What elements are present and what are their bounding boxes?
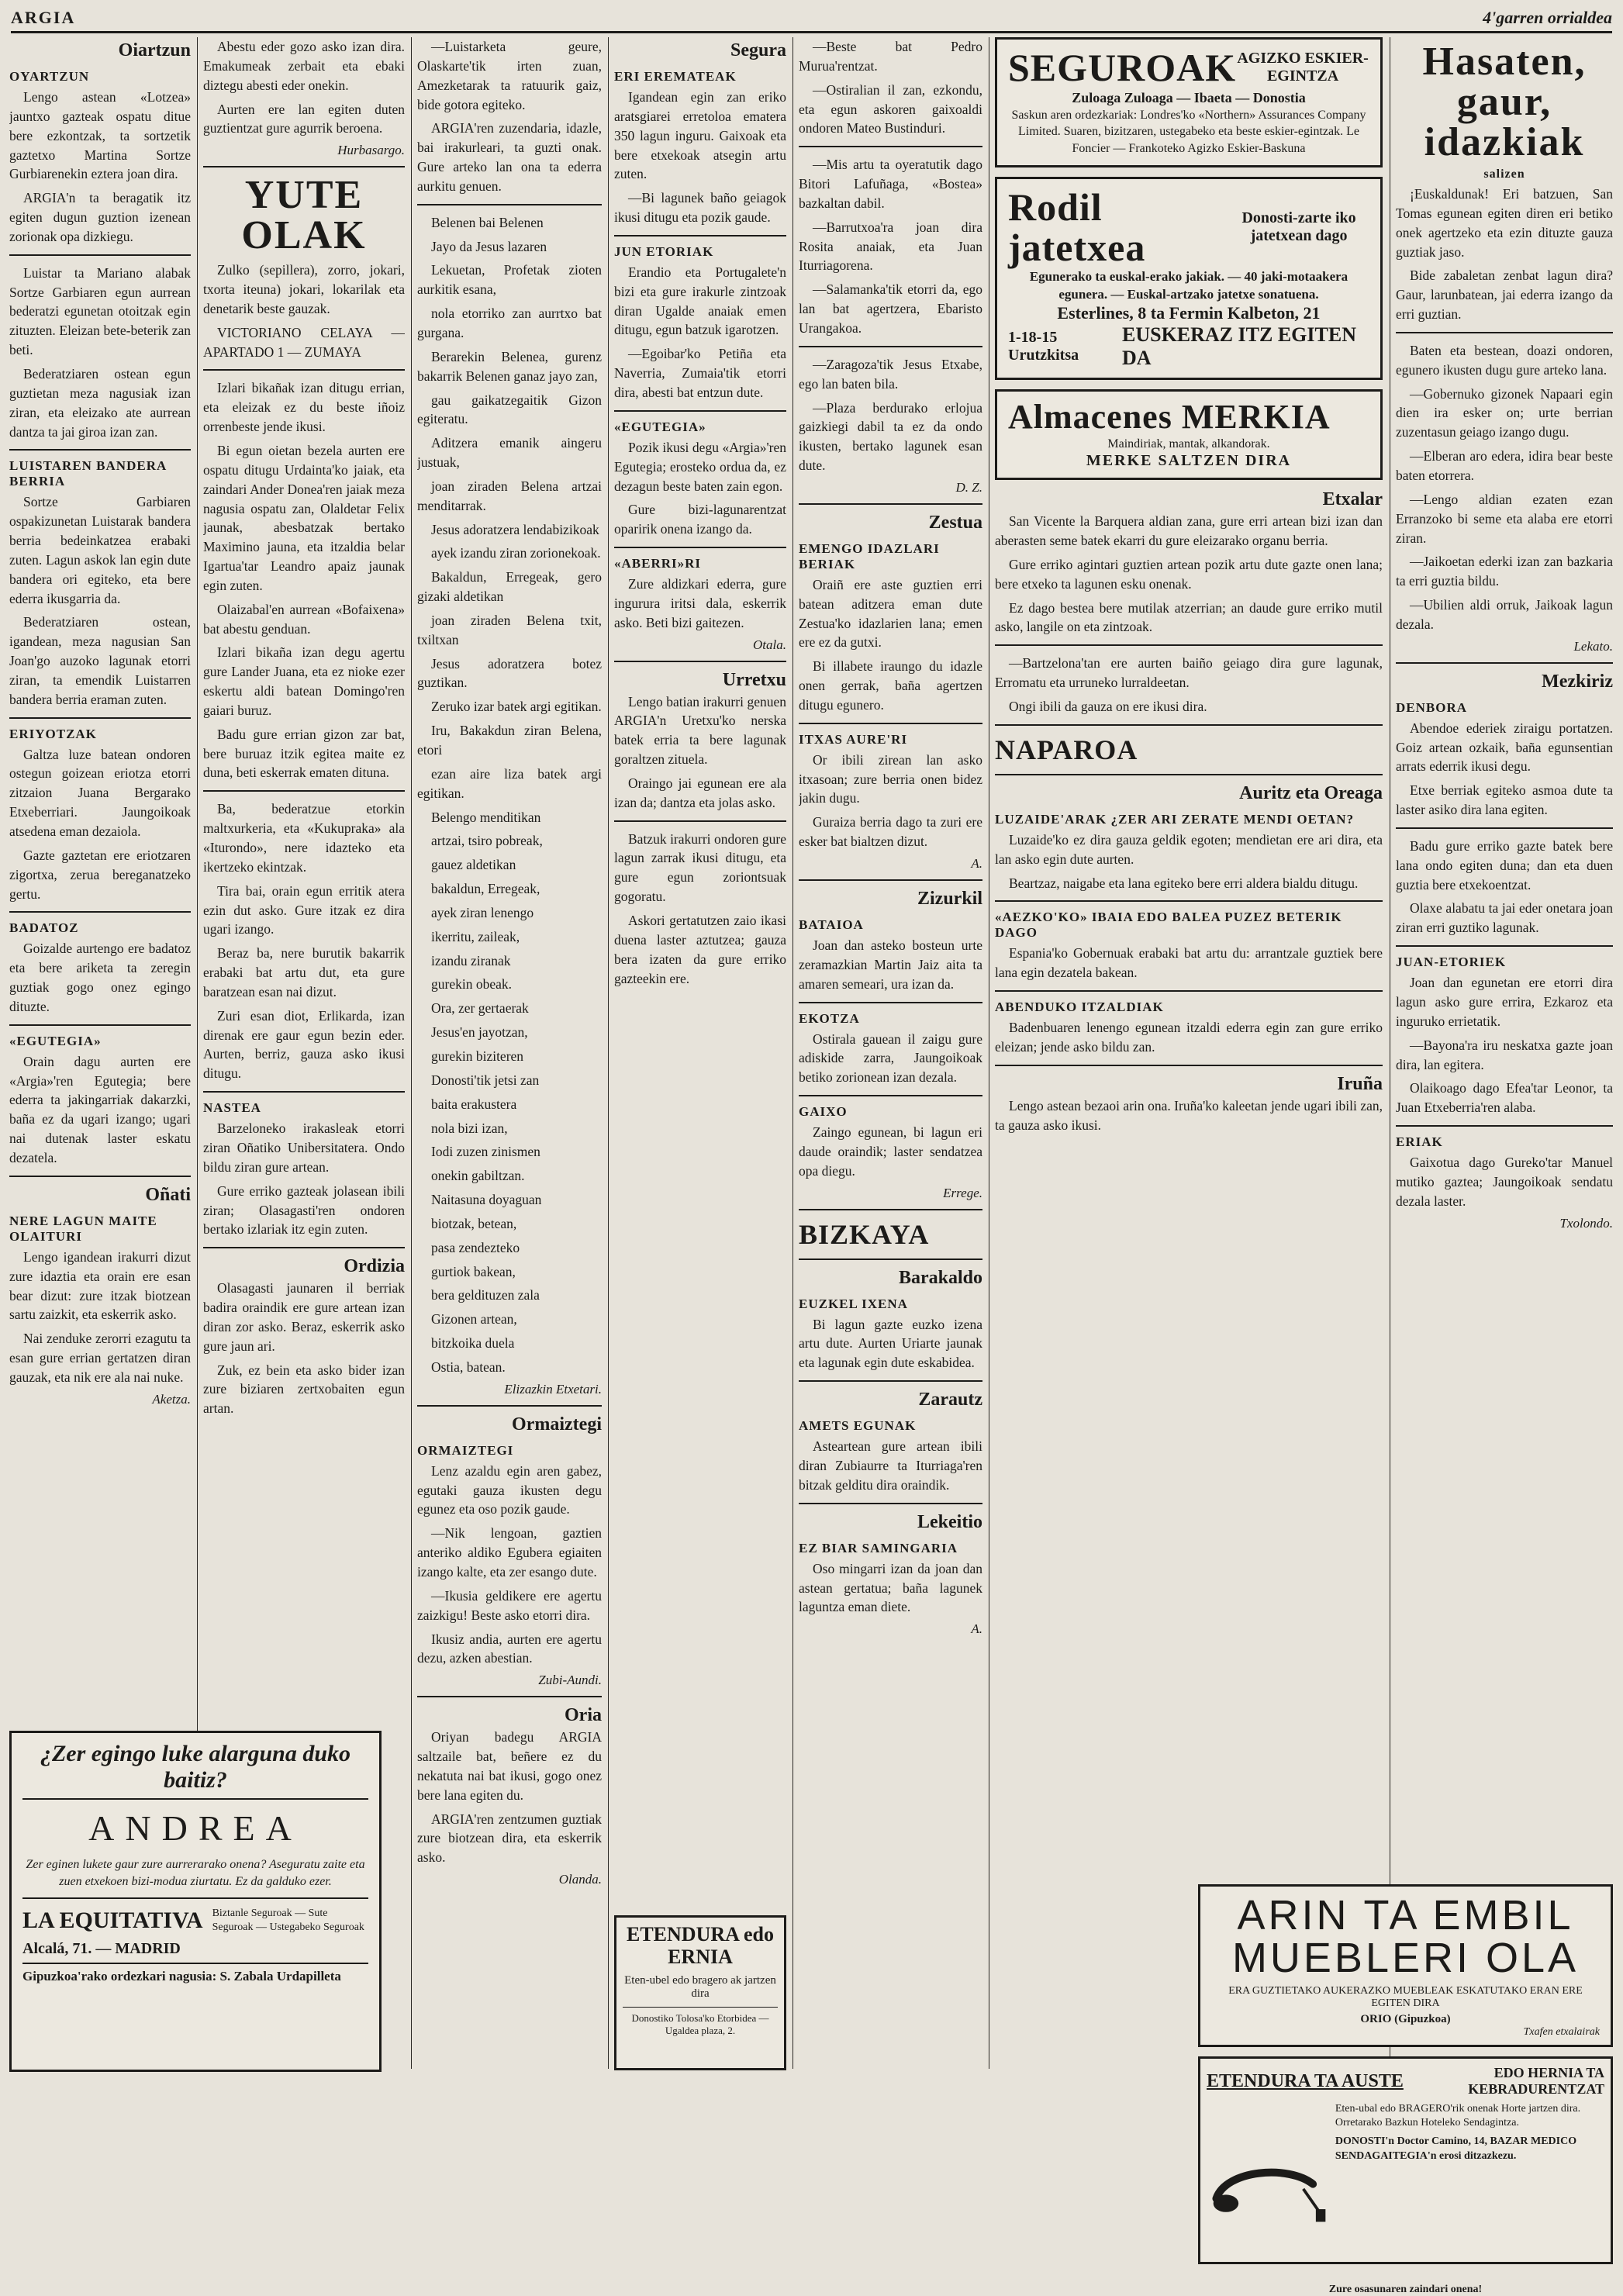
paragraph: Olaizabal'en aurrean «Bofaixena» bat abestu genduan. (203, 601, 405, 637)
etendura-city: DONOSTI'n Doctor Camino, 14, BAZAR MEDICO SENDAGAITEGIA'n erosi ditzazkezu. (1335, 2135, 1577, 2162)
paragraph: Bi egun oietan bezela aurten ere ospatu ditugu Urdainta'ko jaiak, eta zaindari Ander Donea'ren jaiak meza nagusia ospatu zan, Olaldetar Felix jaunak, abesbatzak bertako Maximino jauna, eta itzaldia belar Igartua'tar Leandro apaiz jaunak egin zuten. (203, 442, 405, 593)
section-divider (614, 235, 786, 237)
seguroak-ad (995, 37, 1383, 167)
signature: Zubi-Aundi. (538, 1673, 602, 1688)
paragraph: Badu gure erriko gazte batek bere lana ondo egiten duna; dan eta duen guztia bere etxekoentzat. (1396, 837, 1613, 893)
paragraph: Zaingo egunean, bi lagun eri daude oraindik; laster sendatzea opa diegu. (799, 1124, 982, 1179)
paragraph: VICTORIANO CELAYA — APARTADO 1 — ZUMAYA (203, 324, 405, 360)
etendura-bottom-line: Donostiko Tolosa'ko Etorbidea — Ugaldea plaza, 2. (623, 2007, 778, 2037)
ad-andrea-title: ANDREA (88, 1808, 302, 1848)
section-subhead: LUZAIDE'ARAK ¿ZER ARI ZERATE MENDI OETAN? (995, 811, 1355, 827)
paragraph: Ostirala gauean il zaigu gure adiskide zarra, Jaungoikoak betiko zorionean izan dezala. (799, 1031, 982, 1086)
signature: Aketza. (152, 1391, 191, 1407)
paragraph: Lengo batian irakurri genuen ARGIA'n Uretxu'ko nerska batek erria ta bere lagunak goraltzen zituela. (614, 693, 786, 768)
paragraph: Olaikoago dago Efea'tar Leonor, ta Juan Etxeberria'ren alaba. (1396, 1080, 1613, 1116)
section-kicker: Zestua (928, 512, 982, 533)
paragraph: Gaixotua dago Gureko'tar Manuel mutiko gaztea; Jaungoikoak sendatu dezala laster. (1396, 1155, 1613, 1209)
seguroak-title: SEGUROAK (1008, 46, 1237, 89)
paragraph: Orain dagu aurten ere «Argia»'ren Egutegia; bere ederra ta jakingarriak dakarzki, baña ez da ugari izango; ugari nai dutenak laster eskatu dezatela. (9, 1053, 191, 1165)
section-divider (799, 723, 982, 724)
paragraph: Donosti'tik jetsi zan (431, 1072, 540, 1088)
rodil-address: Esterlines, 8 ta Fermin Kalbeton, 21 (1057, 303, 1321, 323)
section-subhead: NERE LAGUN MAITE OLAITURI (9, 1213, 157, 1244)
paragraph: Nai zenduke zerorri ezagutu ta esan gure errian gertatzen diran gauzak, eta nik ere ala nai nuke. (9, 1331, 191, 1385)
paragraph: Lengo astean «Lotzea» jauntxo gazteak ospatu ditue bere ezkontzak, ta sortzetik gaztetxo Martina Sortze Gurbiarenekin eztera joan dira. (9, 89, 191, 182)
paragraph: Lengo igandean irakurri dizut zure idaztia eta orain ere esan bear dizut: zure itzak biotzean sartu zaizkit, eta eskerrik asko. (9, 1248, 191, 1323)
paragraph: —Jaikoetan ederki izan zan bazkaria ta erri guztia bildu. (1396, 554, 1613, 589)
section-divider (799, 1258, 982, 1260)
section-subhead: BATAIOA (799, 917, 864, 932)
paragraph: Askori gertatutzen zaio ikasi duena laster aztutzea; gauza bera izaten da gure erriko gazteekin ere. (614, 913, 786, 986)
paragraph: Galtza luze batean ondoren ostegun goizean eriotza etorri zitzaion Juana Bergarako Etxeberriari. Jaungoikoak atsedena eman dezaiola. (9, 746, 191, 839)
section-divider (417, 204, 602, 205)
merkia-ad (995, 389, 1383, 480)
paragraph: bakaldun, Erregeak, (431, 881, 540, 897)
section-divider (203, 369, 405, 371)
column-rule (608, 37, 609, 2069)
signature: A. (971, 856, 982, 871)
section-divider (1396, 1125, 1613, 1127)
paragraph: ayek izandu ziran zorionekoak. (431, 545, 601, 561)
section-divider (9, 1176, 191, 1177)
paragraph: joan ziraden Belena artzai menditarrak. (417, 478, 602, 513)
column-rule (411, 37, 412, 2069)
paragraph: —Ostiralian il zan, ezkondu, eta egun askoren gaixoaldi ondoren Mateo Bustinduri. (799, 81, 982, 136)
rodil-text: Egunerako ta euskal-erako jakiak. — 40 jaki-motaakera egunera. — Euskal-artzako jatetxe sonatuena. (1029, 268, 1348, 302)
section-divider (799, 346, 982, 347)
paragraph: Oriyan badegu ARGIA saltzaile bat, beñere ez du nekatuta nai bat ikusi, gogo onez bere lana egiten du. (417, 1729, 602, 1803)
paragraph: Guraiza berria dago ta zuri ere esker bat bialtzen dizut. (799, 814, 982, 850)
paragraph: Zuri esan diot, Erlikarda, izan direnak ere gaur egun bezin eder. Aurten, berriz, gauza asko ikusi ditugu. (203, 1007, 405, 1082)
signature: Txolondo. (1559, 1215, 1613, 1231)
paragraph: Naitasuna doyaguan (431, 1192, 542, 1208)
section-divider (995, 1065, 1383, 1066)
signature: D. Z. (955, 479, 982, 495)
paragraph: Badenbuaren lenengo egunean itzaldi ederra egin zan gure erriko eleizan; jende asko bildu zan. (995, 1020, 1383, 1055)
section-subhead: ERI EREMATEAK (614, 69, 737, 84)
section-subhead: NASTEA (203, 1100, 261, 1116)
paragraph: Joan dan asteko bosteun urte zeramazkian Martin Jaiz aita ta amaren semeari, ura izan da. (799, 937, 982, 992)
column-6 (995, 37, 1383, 1867)
section-divider (417, 1696, 602, 1697)
section-kicker: Mezkiriz (1542, 671, 1613, 692)
equitativa-ad (9, 1731, 382, 2072)
paragraph: —Egoibar'ko Petiña eta Naverria, Zumaia'tik etorri dira, abesti bat entzun dute. (614, 346, 786, 400)
etendura-text: Eten-ubal edo BRAGERO'rik onenak Horte jartzen dira. Orretarako Bazkun Hoteleko Sendagintza. (1335, 2103, 1581, 2129)
paragraph: Ora, zer gertaerak (431, 1000, 529, 1017)
paragraph: Etxe berriak egiteko asmoa dute ta laster asiko dira lana egiten. (1396, 782, 1613, 818)
paragraph: gurekin biziteren (431, 1048, 524, 1064)
paragraph: gau gaikatzegaitik Gizon egiteratu. (417, 392, 602, 427)
column-4 (614, 37, 786, 1898)
paragraph: Badu gure errian gizon zar bat, bere buruaz itzik egitea maite ez duna, beti eskerrak ematen dituna. (203, 726, 405, 781)
section-subhead: «AEZKO'KO» IBAIA EDO BALEA PUZEZ BETERIK DAGO (995, 910, 1342, 941)
arin-tag: Txafen etxalairak (1523, 2025, 1600, 2038)
paragraph: Iodi zuzen zinismen (431, 1144, 540, 1160)
paragraph: Iru, Bakakdun ziran Belena, etori (417, 723, 602, 758)
section-divider (1396, 662, 1613, 664)
section-subhead: ERIYOTZAK (9, 726, 97, 741)
section-subhead: AMETS EGUNAK (799, 1418, 917, 1434)
ad-agent: Gipuzkoa'rako ordezkari nagusia: S. Zabala Urdapilleta (22, 1963, 368, 1984)
paragraph: Abendoe ederiek ziraigu portatzen. Goiz artean ozkaik, baña egunsentian arrats ederrik ikusi degu. (1396, 720, 1613, 775)
paragraph: Lekuetan, Profetak zioten aurkitik esana, (417, 262, 602, 298)
rodil-subtitle: Donosti-zarte iko jatetxean dago (1241, 209, 1356, 245)
rodil-footer (1008, 323, 1369, 370)
paragraph: Bi illabete iraungo du idazle onen gerrak, baña agertzen ditugu egunero. (799, 658, 982, 713)
paragraph: Pozik ikusi degu «Argia»'ren Egutegia; erosteko ordua da, ez dezagun beste baten zain egon. (614, 439, 786, 494)
etendura-right-title: EDO HERNIA TA KEBRADURENTZAT (1468, 2065, 1604, 2097)
paragraph: Bakaldun, Erregeak, gero gizaki aldetikan (417, 569, 602, 605)
paragraph: —Nik lengoan, gaztien anteriko aldiko Egubera egiaiten izango kalte, eta zer esango dute. (417, 1525, 602, 1580)
paragraph: ayek ziran lenengo (431, 904, 534, 920)
section-subhead: GAIXO (799, 1104, 848, 1120)
paragraph: Luzaide'ko ez dira gauza geldik egoten; mendietan ere ari dira, eta lan asko egin dute aurten. (995, 831, 1383, 867)
paragraph: Igandean egin zan eriko aratsgiarei erretoloa ematera 350 lagun inguru. Gaixoak eta bere etxekoak atsegin artu zuten. (614, 89, 786, 182)
section-subhead: JUAN-ETORIEK (1396, 955, 1507, 970)
column-5 (799, 37, 982, 2255)
section-kicker: Oñati (145, 1184, 191, 1205)
section-subhead: EUZKEL IXENA (799, 1296, 908, 1311)
paragraph: Olasagasti jaunaren il berriak badira oraindik ere gure artean izan diran zor asko. Beraz, eskerrik asko gure jaun ari. (203, 1280, 405, 1354)
paragraph: Lengo astean bezaoi arin ona. Iruña'ko kaleetan jende ugari ibili zan, ta gauza asko ikusi. (995, 1097, 1383, 1133)
region-heading: NAPAROA (995, 734, 1138, 765)
paragraph: Asteartean gure artean ibili diran Zubiaurre ta Iturriaga'ren bitzak gelditu dira oraindik. (799, 1438, 982, 1493)
paragraph: ARGIA'n ta beragatik itz egiten dugun guztion izenean zorionak opa dizkiegu. (9, 190, 191, 244)
section-subhead: «EGUTEGIA» (614, 419, 706, 434)
section-big-title: YUTE OLAK (241, 173, 367, 258)
section-kicker: Ordizia (344, 1256, 405, 1277)
paragraph: Batzuk irakurri ondoren gure lagun zarrak ikusi ditugu, eta gure egun zoriontsuak gogoratu. (614, 830, 786, 905)
merkia-tag: MERKE SALTZEN DIRA (1086, 452, 1292, 470)
paragraph: Belengo menditikan (431, 809, 541, 825)
etendura-bottom: Zure osasunaren zaindari onena! (1328, 2284, 1483, 2295)
paragraph: gurtiok bakean, (431, 1263, 516, 1279)
paragraph: artzai, tsiro pobreak, (431, 833, 543, 849)
paragraph: —Barrutxoa'ra joan dira Rosita anaiak, eta Juan Iturriagorena. (799, 219, 982, 274)
section-divider (799, 1209, 982, 1210)
section-divider (614, 661, 786, 662)
rodil-phone: 1-18-15 Urutzkitsa (1008, 329, 1079, 364)
section-subhead: ORMAIZTEGI (417, 1442, 514, 1458)
section-divider (995, 644, 1383, 646)
paragraph: Aditzera emanik aingeru justuak, (417, 435, 602, 471)
paragraph: Ikusiz andia, aurten ere agertu dezu, azken abestian. (417, 1631, 602, 1666)
paragraph: Zeruko izar batek argi egitikan. (431, 699, 602, 715)
paragraph: Izlari bikañak izan ditugu errian, eta eleizak ez du beste iñoiz orrenbeste jende ikusi. (203, 380, 405, 435)
paragraph: Jesus adoratzera lendabizikoak (431, 521, 599, 537)
paragraph: Jesus'en jayotzan, (431, 1024, 528, 1041)
section-kicker: Segura (730, 40, 786, 60)
paragraph: Erandio eta Portugalete'n bizi eta gure irakurle zintzoak diran Ugalde anaiak emen ditugu, egun batzuk igarotzen. (614, 264, 786, 338)
section-kicker: Oiartzun (118, 40, 191, 60)
section-divider (9, 254, 191, 256)
paragraph: izandu ziranak (431, 952, 511, 968)
paragraph: onekin gabiltzan. (431, 1168, 525, 1184)
paragraph: Gazte gaztetan ere eriotzaren zigortxa, zerua bereganatzeko gertu. (9, 847, 191, 902)
paragraph: biotzak, betean, (431, 1215, 517, 1231)
paragraph: bera geldituzen zala (431, 1287, 540, 1303)
section-divider (799, 146, 982, 147)
paragraph: Joan dan egunetan ere etorri dira lagun asko gure errira, Ezkaroz eta inguruko errietatik. (1396, 975, 1613, 1029)
section-divider (614, 820, 786, 822)
paragraph: baita erakustera (431, 1096, 517, 1112)
paragraph: ARGIA'ren zentzumen guztiak zure biotzean dira, eta eskerrik asko. (417, 1811, 602, 1866)
paragraph: Lenz azaldu egin aren gabez, egutaki gauza ikusten degu egunez eta oso pozik gaude. (417, 1462, 602, 1517)
arin-ad (1198, 1884, 1613, 2047)
column-3 (417, 37, 602, 2084)
section-divider (203, 166, 405, 167)
section-kicker: Urretxu (722, 669, 786, 690)
paragraph: Baten eta bestean, doazi ondoren, egunero ikusten dugu gure arteko lana. (1396, 342, 1613, 378)
signature: A. (971, 1621, 982, 1637)
paragraph: gurekin obeak. (431, 976, 512, 993)
paragraph: Abestu eder gozo asko izan dira. Emakumeak zerbait eta ebaki diztegu abesti eder onekin. (203, 39, 405, 93)
rodil-title: Rodil jatetxea (1008, 185, 1146, 270)
section-subhead: ERIAK (1396, 1134, 1443, 1150)
etendura-ad (1198, 2056, 1613, 2295)
ad-address: Alcalá, 71. — MADRID (22, 1939, 181, 1957)
region-heading: BIZKAYA (799, 1218, 930, 1250)
ad-company-name: LA EQUITATIVA (22, 1908, 203, 1934)
paragraph: Bi lagun gazte euzko izena artu dute. Aurten Uriarte jaunak eta lagunak egin dute eskabidea. (799, 1316, 982, 1371)
section-subhead: ABENDUKO ITZALDIAK (995, 1000, 1164, 1015)
paragraph: Jesus adoratzera botez guztikan. (417, 655, 602, 691)
section-kicker: Ormaiztegi (512, 1414, 602, 1435)
paragraph: Barzeloneko irakasleak etorri ziran Oñatiko Unibersitatera. Ondo bildu ziran gure artean. (203, 1120, 405, 1175)
paragraph: ezan aire liza batek argi egitikan. (417, 765, 602, 801)
paragraph: Berarekin Belenea, gurenz bakarrik Belenen ganaz jayo zan, (417, 348, 602, 384)
seguroak-text: Saskun aren ordezkariak: Londres'ko «Northern» Assurances Company Limited. Suaren, bizitzaren, ustegabeko eta beste eskier-egintzak. Le Foncier — Frankoteko Agizko Eskier-Baskuna (1011, 108, 1366, 155)
paragraph: Tira bai, orain egun erritik atera ezin dut asko. Gure itzak ez dira ugari izango. (203, 882, 405, 937)
truss-icon (1207, 2102, 1328, 2280)
merkia-text: Maindiriak, mantak, alkandorak. (1107, 437, 1270, 451)
ad-question: ¿Zer egingo luke alarguna duko baitiz? (22, 1741, 368, 1800)
merkia-title: Almacenes MERKIA (1008, 398, 1331, 437)
section-divider (995, 990, 1383, 992)
paragraph: Zure aldizkari ederra, gure ingurura iritsi dala, eskerrik asko. Beti bizi gaitezen. (614, 576, 786, 630)
section-subhead: EMENGO IDAZLARI BERIAK (799, 540, 940, 571)
section-subhead: «EGUTEGIA» (9, 1033, 102, 1048)
section-divider (417, 1405, 602, 1407)
section-subhead: BADATOZ (9, 920, 79, 936)
paragraph: —Lengo aldian ezaten ezan Erranzoko bi seme eta alaba ere etorri ziran. (1396, 491, 1613, 546)
arin-title-1: ARIN TA EMBIL (1237, 1892, 1574, 1939)
paragraph: —Salamanka'tik etorri da, ego lan bat agertzera, Ebaristo Urangakoa. (799, 281, 982, 336)
section-divider (799, 503, 982, 505)
paragraph: Oraingo jai egunean ere ala izan da; dantza eta jolas asko. (614, 775, 786, 810)
ad-company-sub: Biztanle Seguroak — Sute Seguroak — Ustegabeko Seguroak (212, 1908, 364, 1934)
paragraph: joan ziraden Belena txit, txiltxan (417, 612, 602, 647)
section-divider (995, 900, 1383, 902)
paragraph: Aurten ere lan egiten duten guztientzat gure agurrik beroena. (203, 101, 405, 136)
section-subhead: DENBORA (1396, 699, 1468, 715)
section-kicker: Auritz eta Oreaga (1239, 782, 1383, 803)
signature: Hurbasargo. (337, 143, 405, 158)
paragraph: Jayo da Jesus lazaren (431, 238, 547, 254)
paragraph: Olaxe alabatu ta jai eder onetara joan ziran erri guztiko lagunak. (1396, 900, 1613, 936)
paragraph: Oraiñ ere aste guztien erri batean aditzera eman dute Zestua'ko idazlarien lana; emen ere ez da gutxi. (799, 576, 982, 651)
paragraph: nola bizi izan, (431, 1120, 508, 1136)
paragraph: —Ubilien aldi orruk, Jaikoak lagun dezala. (1396, 597, 1613, 632)
seguroak-header (1008, 47, 1369, 88)
section-divider (799, 1002, 982, 1003)
page-number: 4'garren orrialdea (1483, 8, 1612, 27)
paragraph: Izlari bikaña izan degu agertu gure Lander Juana, eta ez nioke ezer eskertu aldi batean Domingo'ren gaiari buruz. (203, 644, 405, 718)
section-divider (799, 1095, 982, 1096)
page-header (11, 5, 1612, 33)
section-divider (9, 449, 191, 451)
paragraph: —Ikusia geldikere ere agertu zaizkigu! Beste asko etorri dira. (417, 1587, 602, 1623)
paragraph: Luistar ta Mariano alabak Sortze Garbiaren egun aurrean bederatzi egunetan otoitzak egin zituzten. Eleizan bete-beterik zan beti. (9, 264, 191, 358)
arin-place: ORIO (Gipuzkoa) (1360, 2012, 1451, 2025)
paragraph: nola etorriko zan aurrtxo bat gurgana. (417, 306, 602, 340)
paragraph: Sortze Garbiaren ospakizunetan Luistarak bandera berria bedeinkatzea erabaki zuten. Lagun askok lan egin dute bandera ori egiteko, eta bere ederra ikusgarria da. (9, 494, 191, 606)
section-big-subtitle: salizen (1483, 167, 1525, 181)
section-subhead: ITXAS AURE'RI (799, 731, 908, 747)
signature: Otala. (753, 637, 786, 652)
paragraph: —Luistarketa geure, Olaskarte'tik irten zuan, Amezketarak ta ratuurik gaiz, bide gotora egiteko. (417, 39, 602, 112)
section-divider (799, 1503, 982, 1504)
signature: Olanda. (558, 1872, 602, 1887)
arin-title-2: MUEBLERI OLA (1231, 1935, 1580, 1981)
rodil-ad (995, 177, 1383, 381)
section-divider (1396, 332, 1613, 333)
section-divider (1396, 945, 1613, 947)
section-subhead: «ABERRI»RI (614, 556, 702, 571)
section-divider (9, 1024, 191, 1026)
column-1 (9, 37, 191, 1720)
section-divider (203, 790, 405, 792)
paragraph: —Zaragoza'tik Jesus Etxabe, ego lan baten bila. (799, 356, 982, 392)
section-subhead: EKOTZA (799, 1010, 860, 1026)
paragraph: pasa zendezteko (431, 1239, 520, 1255)
newspaper-name: ARGIA (11, 8, 76, 27)
paragraph: —Bi lagunek baño geiagok ikusi ditugu eta pozik gaude. (614, 190, 786, 226)
etendura-bottom-title: ETENDURA edo ERNIA (627, 1923, 774, 1968)
paragraph: Gure erriko gazteak jolasean ibili ziran; Olasagasti'ren ondoren bertako izlariak itz egin zuten. (203, 1183, 405, 1238)
section-subhead: JUN ETORIAK (614, 243, 714, 259)
paragraph: —Beste bat Pedro Murua'rentzat. (799, 39, 982, 74)
arin-text: ERA GUZTIETAKO AUKERAZKO MUEBLEAK ESKATUTAKO ERAN ERE EGITEN DIRA (1228, 1984, 1583, 2009)
section-divider (1396, 827, 1613, 829)
paragraph: Zulko (sepillera), zorro, jokari, txorta iteuna) jokari, lokarilak eta denetarik beste gauzak. (203, 262, 405, 316)
section-subhead: EZ BIAR SAMINGARIA (799, 1540, 958, 1555)
signature: Elizazkin Etxetari. (504, 1381, 602, 1397)
paragraph: Bederatziaren ostean, igandean, meza nagusian San Joan'go auzoko lagunak etorri ziran, ta emendik Luistarren bandera berria eraman zuten. (9, 614, 191, 707)
paragraph: Belenen bai Belenen (431, 214, 544, 230)
section-kicker: Lekeitio (917, 1511, 982, 1532)
paragraph: Gure erriko agintari guztien artean pozik artu dute gazte onen lana; bere etxeko ta lagunen esku onenak. (995, 556, 1383, 592)
paragraph: Espania'ko Gobernuak erabaki bat artu du: arrantzale guztiek bere lana egin dezatela bakean. (995, 945, 1383, 981)
seguroak-tag: AGIZKO ESKIER-EGINTZA (1237, 50, 1369, 85)
seguroak-address: Zuloaga Zuloaga — Ibaeta — Donostia (1072, 89, 1306, 105)
paragraph: —Bartzelona'tan ere aurten baiño geiago dira gure lagunak, Erromatu eta urruneko lurraldeetan. (995, 655, 1383, 691)
paragraph: Goizalde aurtengo ere badatoz eta bere ariketa ta zeregin guztiak gogo onez egingo dituzte. (9, 941, 191, 1014)
section-divider (799, 879, 982, 881)
rodil-header (1008, 187, 1369, 268)
section-divider (614, 410, 786, 412)
section-kicker: Zizurkil (917, 889, 982, 909)
paragraph: ARGIA'ren zuzendaria, idazle, bai irakurleari, ta guzti onak. Gure arteko lan ona ta ederra aurkitu genuen. (417, 120, 602, 194)
ad-andrea-text: Zer eginen lukete gaur zure aurrerarako onena? Aseguratu zaite eta zuen etxekoen bizi-modua ziurtatu. Ez da galduko ezer. (26, 1858, 365, 1888)
column-7 (1396, 37, 1613, 1875)
section-divider (614, 547, 786, 548)
paragraph: Bederatziaren ostean egun guztietan meza nagusiak izan ziran, eta eleizako ate aurrean dantza ta jai giroa izan zan. (9, 365, 191, 440)
rodil-motto: EUSKERAZ ITZ EGITEN DA (1121, 323, 1356, 370)
section-kicker: Zarautz (918, 1390, 982, 1410)
paragraph: Ongi ibili da gauza on ere ikusi dira. (1009, 698, 1207, 714)
section-divider (9, 717, 191, 719)
section-subhead: LUISTAREN BANDERA BERRIA (9, 458, 167, 489)
section-divider (203, 1247, 405, 1248)
etendura-bottom-ad (614, 1915, 786, 2070)
paragraph: Zuk, ez bein eta asko bider izan zure biziaren zertxobaiten egun artan. (203, 1362, 405, 1417)
paragraph: Beraz ba, nere burutik bakarrik erabaki bat artu dut, eta gure baratzean esan nai dizut. (203, 945, 405, 1000)
paragraph: —Plaza berdurako erlojua gaizkiegi dabil ta ez da ondo ikusten, bertako lagunek esan dute. (799, 399, 982, 474)
paragraph: Gizonen artean, (431, 1311, 517, 1328)
paragraph: Bide zabaletan zenbat lagun dira? Gaur, larunbatean, jai ederra izango da erri guztian. (1396, 268, 1613, 323)
paragraph: —Elberan aro edera, idira bear beste baten etorrera. (1396, 448, 1613, 483)
paragraph: bitzkoika duela (431, 1335, 515, 1352)
section-kicker: Barakaldo (898, 1267, 982, 1288)
paragraph: Ba, bederatzue etorkin maltxurkeria, eta «Kukupraka» ala «Iturondo», nere idazteko eta ikertzeko ekintzak. (203, 801, 405, 875)
section-divider (799, 1380, 982, 1382)
signature: Errege. (943, 1185, 982, 1200)
section-big-title: Hasaten, gaur, idazkiak (1422, 40, 1587, 164)
section-divider (995, 724, 1383, 726)
paragraph: Ez dago bestea bere mutilak atzerrian; an daude gure erriko mutil asko, langile on eta zintzoak. (995, 599, 1383, 635)
section-kicker: Etxalar (1322, 489, 1383, 510)
paragraph: San Vicente la Barquera aldian zana, gure erri artean bizi izan dan aberasten seme batek ekarri du gure eleizarako organu berria. (995, 513, 1383, 549)
paragraph: —Mis artu ta oyeratutik dago Bitori Lafuñaga, «Bostea» bazkaltan dabil. (799, 157, 982, 211)
paragraph: —Bayona'ra iru neskatxa gazte joan dira, lan egitera. (1396, 1037, 1613, 1072)
paragraph: Or ibili zirean lan asko itxasoan; zure berria onen bidez jakin dugu. (799, 751, 982, 806)
paragraph: —Gobernuko gizonek Napaari egin dien ira esker on; urte berrian zuzentasun geiago izango dugu. (1396, 385, 1613, 440)
paragraph: Ostia, batean. (431, 1359, 506, 1375)
paragraph: ¡Euskaldunak! Eri batzuen, San Tomas egunean egiten diren eri betiko onek agertzeko eta ezin dituzte gauza guztiak jaso. (1396, 186, 1613, 260)
etendura-bottom-text: Eten-ubel edo bragero ak jartzen dira (624, 1974, 776, 2001)
section-divider (9, 911, 191, 913)
paragraph: Gure bizi-lagunarentzat oparirik onena izango da. (614, 502, 786, 537)
section-kicker: Iruña (1337, 1073, 1383, 1094)
signature: Lekato. (1573, 638, 1613, 654)
paragraph: Beartzaz, naigabe eta lana egiteko bere erri aldera bialdu ditugu. (1009, 875, 1359, 891)
paragraph: gauez aldetikan (431, 857, 516, 873)
etendura-left-title: ETENDURA TA AUSTE (1207, 2070, 1404, 2091)
section-divider (995, 774, 1383, 775)
section-divider (203, 1091, 405, 1093)
paragraph: ikerritu, zaileak, (431, 928, 520, 944)
section-kicker: Oria (565, 1705, 602, 1726)
section-subhead: OYARTZUN (9, 69, 90, 84)
paragraph: Oso mingarri izan da joan dan astean gertatua; baña lagunek laguntza eman diete. (799, 1560, 982, 1615)
